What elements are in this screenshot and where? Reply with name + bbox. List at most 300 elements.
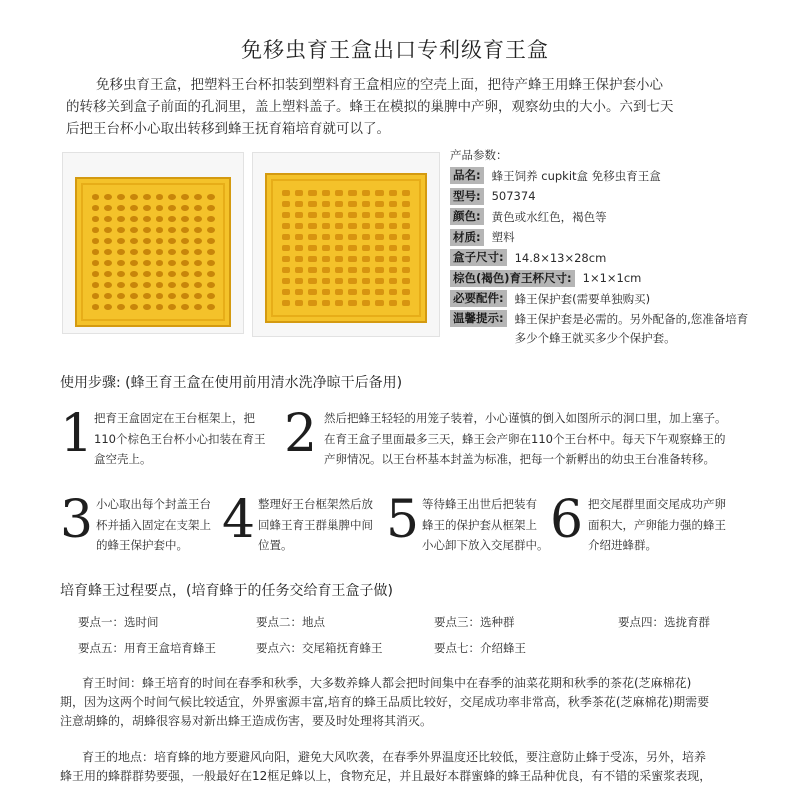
- queen-cup-cell: [168, 205, 176, 211]
- step-line: 把交尾群里面交尾成功产卵: [588, 497, 726, 511]
- queen-box-tray: [265, 173, 427, 323]
- queen-cup-cell: [348, 201, 356, 207]
- queen-cup-cell: [143, 227, 151, 233]
- queen-cup-cell: [168, 194, 176, 200]
- queen-cup-cell: [348, 256, 356, 262]
- queen-cup-cell: [335, 223, 343, 229]
- queen-cup-cell: [375, 223, 383, 229]
- step-line: 在育王盒子里面最多三天，蜂王会产卵在110个王台杯中。每天下午观察蜂王的: [324, 431, 726, 446]
- cell-grid: [89, 191, 217, 313]
- queen-cup-cell: [156, 271, 164, 277]
- queen-cup-cell: [322, 212, 330, 218]
- queen-cup-cell: [130, 227, 138, 233]
- queen-cup-cell: [104, 271, 112, 277]
- queen-cup-cell: [295, 234, 303, 240]
- queen-cup-cell: [143, 271, 151, 277]
- queen-cup-cell: [156, 205, 164, 211]
- step-line: 面积大，产卵能力强的蜂王: [588, 517, 726, 532]
- queen-cup-cell: [168, 304, 176, 310]
- queen-cup-cell: [362, 212, 370, 218]
- queen-cup-cell: [389, 256, 397, 262]
- queen-cup-cell: [117, 227, 125, 233]
- queen-cup-cell: [308, 300, 316, 306]
- queen-cup-cell: [92, 227, 100, 233]
- queen-cup-cell: [362, 300, 370, 306]
- queen-cup-cell: [348, 267, 356, 273]
- queen-cup-cell: [143, 260, 151, 266]
- queen-cup-cell: [207, 249, 215, 255]
- queen-cup-cell: [282, 201, 290, 207]
- queen-cup-cell: [402, 256, 410, 262]
- queen-cup-cell: [375, 256, 383, 262]
- queen-cup-cell: [295, 223, 303, 229]
- queen-cup-cell: [362, 278, 370, 284]
- queen-cup-cell: [168, 271, 176, 277]
- queen-cup-cell: [282, 256, 290, 262]
- queen-cup-cell: [207, 205, 215, 211]
- queen-cup-cell: [348, 223, 356, 229]
- step-line: 小心取出每个封盖王台: [96, 497, 211, 511]
- spec-row-box-size: [450, 248, 780, 267]
- queen-cup-cell: [168, 216, 176, 222]
- queen-cup-cell: [130, 271, 138, 277]
- queen-cup-cell: [130, 238, 138, 244]
- queen-cup-cell: [92, 216, 100, 222]
- step-text: [96, 494, 211, 556]
- queen-cup-cell: [335, 300, 343, 306]
- queen-cup-cell: [92, 293, 100, 299]
- queen-cup-cell: [181, 205, 189, 211]
- queen-cup-cell: [402, 289, 410, 295]
- queen-cup-cell: [194, 216, 202, 222]
- queen-cup-cell: [295, 201, 303, 207]
- queen-cup-cell: [168, 238, 176, 244]
- queen-cup-cell: [117, 205, 125, 211]
- queen-cup-cell: [389, 201, 397, 207]
- spec-row-material: [450, 228, 780, 247]
- queen-cup-cell: [375, 212, 383, 218]
- queen-cup-cell: [168, 227, 176, 233]
- queen-box-back-photo: [252, 152, 440, 337]
- step-line: 介绍进蜂群。: [588, 538, 657, 552]
- queen-cup-cell: [181, 293, 189, 299]
- queen-cup-cell: [130, 282, 138, 288]
- step-line: 蜂王的保护套从框架上: [422, 517, 537, 532]
- intro-line: 后把王台杯小心取出转移到蜂王抚育箱培育就可以了。: [66, 121, 390, 137]
- queen-cup-cell: [335, 212, 343, 218]
- queen-box-front-photo: [62, 152, 244, 334]
- step-line: 然后把蜂王轻轻的用笼子装着，小心谨慎的倒入如图所示的洞口里，加上塞子。: [324, 411, 727, 425]
- cell-grid: [279, 187, 413, 309]
- paragraph-line: 期，因为这两个时间气候比较适宜，外界蜜源丰富,培育的蜂王品质比较好，交尾成功率非常高，秋季茶花(芝麻棉花)期需要: [60, 695, 710, 709]
- queen-cup-cell: [362, 289, 370, 295]
- queen-cup-cell: [308, 256, 316, 262]
- queen-cup-cell: [117, 271, 125, 277]
- spec-value: 塑料: [491, 230, 515, 244]
- spec-row-cup-size: [450, 269, 780, 288]
- queen-cup-cell: [322, 256, 330, 262]
- intro-paragraph: [66, 74, 746, 140]
- product-specs: [450, 146, 780, 349]
- spec-label: 材质:: [450, 229, 484, 246]
- queen-cup-cell: [308, 212, 316, 218]
- key-point: 要点七：介绍蜂王: [434, 641, 526, 655]
- queen-cup-cell: [143, 282, 151, 288]
- key-point: 要点三：选种群: [434, 615, 515, 629]
- queen-cup-cell: [402, 201, 410, 207]
- queen-cup-cell: [335, 278, 343, 284]
- spec-value: 1×1×1cm: [582, 271, 642, 285]
- queen-cup-cell: [402, 278, 410, 284]
- queen-cup-cell: [130, 304, 138, 310]
- queen-box-tray: [75, 177, 231, 327]
- queen-cup-cell: [348, 190, 356, 196]
- queen-cup-cell: [308, 245, 316, 251]
- queen-cup-cell: [117, 304, 125, 310]
- queen-cup-cell: [335, 234, 343, 240]
- queen-cup-cell: [402, 223, 410, 229]
- queen-cup-cell: [168, 249, 176, 255]
- queen-cup-cell: [117, 194, 125, 200]
- queen-cup-cell: [207, 271, 215, 277]
- queen-cup-cell: [92, 304, 100, 310]
- queen-cup-cell: [130, 216, 138, 222]
- queen-cup-cell: [322, 289, 330, 295]
- spec-row-color: [450, 207, 780, 226]
- spec-value: 黄色或水红色，褐色等: [491, 209, 607, 224]
- queen-cup-cell: [322, 201, 330, 207]
- step-text: [324, 408, 727, 470]
- queen-cup-cell: [295, 278, 303, 284]
- spec-value: 14.8×13×28cm: [514, 250, 607, 265]
- queen-cup-cell: [104, 260, 112, 266]
- queen-cup-cell: [117, 260, 125, 266]
- queen-cup-cell: [282, 234, 290, 240]
- queen-cup-cell: [335, 245, 343, 251]
- queen-cup-cell: [104, 293, 112, 299]
- key-point: 要点四：选拢育群: [618, 615, 710, 629]
- paragraph-line: 注意胡蜂的，胡蜂很容易对新出蜂王造成伤害，要及时处理将其消灭。: [60, 714, 433, 728]
- spec-row-model: [450, 187, 780, 206]
- queen-cup-cell: [143, 238, 151, 244]
- queen-cup-cell: [335, 190, 343, 196]
- queen-cup-cell: [389, 234, 397, 240]
- queen-cup-cell: [92, 282, 100, 288]
- queen-cup-cell: [181, 216, 189, 222]
- queen-cup-cell: [308, 267, 316, 273]
- queen-cup-cell: [194, 205, 202, 211]
- queen-cup-cell: [181, 282, 189, 288]
- spec-row-tip: [450, 310, 780, 348]
- queen-cup-cell: [362, 256, 370, 262]
- queen-cup-cell: [117, 293, 125, 299]
- spec-label: 型号:: [450, 188, 484, 205]
- key-point: 要点二：地点: [256, 615, 325, 629]
- queen-cup-cell: [375, 289, 383, 295]
- key-point: 要点五：用育王盒培育蜂王: [78, 641, 216, 655]
- intro-line: 免移虫育王盒，把塑料王台杯扣装到塑料育王盒相应的空壳上面，把待产蜂王用蜂王保护套小心: [96, 77, 663, 93]
- queen-cup-cell: [194, 249, 202, 255]
- queen-cup-cell: [194, 293, 202, 299]
- queen-cup-cell: [130, 194, 138, 200]
- step-text: [588, 494, 726, 556]
- spec-label: 必要配件:: [450, 290, 507, 307]
- queen-cup-cell: [143, 249, 151, 255]
- queen-cup-cell: [322, 234, 330, 240]
- key-point: 要点一：选时间: [78, 615, 159, 629]
- queen-cup-cell: [194, 304, 202, 310]
- queen-cup-cell: [194, 271, 202, 277]
- queen-cup-cell: [156, 216, 164, 222]
- queen-cup-cell: [282, 300, 290, 306]
- queen-cup-cell: [92, 194, 100, 200]
- spec-row-accessory: [450, 289, 780, 308]
- step-number: 5: [386, 490, 420, 550]
- queen-cup-cell: [104, 304, 112, 310]
- queen-cup-cell: [181, 249, 189, 255]
- step-line: 杯并插入固定在支架上: [96, 517, 211, 532]
- queen-cup-cell: [335, 201, 343, 207]
- queen-cup-cell: [104, 227, 112, 233]
- step-line: 整理好王台框架然后放: [258, 497, 373, 511]
- step-line: 把育王盒固定在王台框架上，把: [94, 411, 255, 425]
- queen-cup-cell: [104, 238, 112, 244]
- queen-cup-cell: [375, 234, 383, 240]
- step-line: 产卵情况。以王台杯基本封盖为标准，把每一个新孵出的幼虫王台准备转移。: [324, 452, 715, 466]
- queen-cup-cell: [402, 300, 410, 306]
- step-text: [94, 408, 265, 470]
- queen-cup-cell: [207, 227, 215, 233]
- queen-cup-cell: [130, 293, 138, 299]
- step-line: 110个棕色王台杯小心扣装在育王: [94, 431, 266, 446]
- queen-cup-cell: [308, 190, 316, 196]
- queen-cup-cell: [402, 245, 410, 251]
- queen-cup-cell: [295, 300, 303, 306]
- queen-cup-cell: [282, 212, 290, 218]
- step-line: 回蜂王育王群巢脾中间: [258, 517, 373, 532]
- queen-cup-cell: [104, 282, 112, 288]
- step-line: 位置。: [258, 538, 293, 552]
- spec-label: 颜色:: [450, 208, 484, 225]
- queen-cup-cell: [308, 223, 316, 229]
- queen-cup-cell: [207, 194, 215, 200]
- queen-cup-cell: [156, 238, 164, 244]
- queen-cup-cell: [389, 245, 397, 251]
- queen-cup-cell: [117, 216, 125, 222]
- queen-cup-cell: [156, 249, 164, 255]
- queen-cup-cell: [130, 249, 138, 255]
- queen-cup-cell: [308, 289, 316, 295]
- queen-cup-cell: [402, 190, 410, 196]
- queen-cup-cell: [389, 289, 397, 295]
- queen-cup-cell: [282, 289, 290, 295]
- spec-value: 蜂王饲养 cupkit盒 免移虫育王盒: [491, 168, 661, 183]
- specs-heading: 产品参数：: [450, 148, 508, 162]
- queen-cup-cell: [104, 194, 112, 200]
- queen-cup-cell: [322, 278, 330, 284]
- queen-cup-cell: [402, 234, 410, 240]
- queen-cup-cell: [322, 267, 330, 273]
- queen-cup-cell: [335, 267, 343, 273]
- queen-cup-cell: [389, 300, 397, 306]
- queen-cup-cell: [143, 293, 151, 299]
- queen-cup-cell: [92, 260, 100, 266]
- queen-cup-cell: [362, 201, 370, 207]
- queen-cup-cell: [322, 223, 330, 229]
- step-line: 等待蜂王出世后把装有: [422, 497, 537, 511]
- queen-cup-cell: [194, 260, 202, 266]
- queen-cup-cell: [104, 249, 112, 255]
- queen-cup-cell: [282, 190, 290, 196]
- queen-cup-cell: [130, 260, 138, 266]
- queen-cup-cell: [194, 227, 202, 233]
- queen-cup-cell: [143, 216, 151, 222]
- queen-cup-cell: [104, 216, 112, 222]
- step-line: 小心卸下放入交尾群中。: [422, 538, 549, 552]
- step-number: 4: [222, 490, 256, 550]
- intro-line: 的转移关到盒子前面的孔洞里，盖上塑料盖子。蜂王在模拟的巢脾中产卵，观察幼虫的大小。六到七天: [66, 99, 674, 115]
- queen-cup-cell: [375, 278, 383, 284]
- queen-cup-cell: [308, 278, 316, 284]
- rearing-time-paragraph: [60, 674, 760, 731]
- queen-cup-cell: [181, 304, 189, 310]
- queen-cup-cell: [389, 223, 397, 229]
- paragraph-line: 育王的地点：培育蜂的地方要避风向阳，避免大风吹袭，在春季外界温度还比较低，要注意防止蜂于受冻，另外，培养: [82, 750, 707, 764]
- queen-cup-cell: [117, 282, 125, 288]
- queen-cup-cell: [181, 238, 189, 244]
- queen-cup-cell: [362, 234, 370, 240]
- queen-cup-cell: [389, 212, 397, 218]
- queen-cup-cell: [207, 282, 215, 288]
- spec-row-name: [450, 166, 780, 185]
- queen-cup-cell: [181, 260, 189, 266]
- queen-cup-cell: [322, 190, 330, 196]
- queen-cup-cell: [402, 212, 410, 218]
- queen-cup-cell: [402, 267, 410, 273]
- paragraph-line: 育王时间：蜂王培育的时间在春季和秋季，大多数养蜂人都会把时间集中在春季的油菜花期和秋季的茶花(芝麻棉花): [82, 676, 692, 690]
- queen-cup-cell: [348, 278, 356, 284]
- queen-cup-cell: [194, 238, 202, 244]
- step-line: 的蜂王保护套中。: [96, 538, 188, 552]
- queen-cup-cell: [322, 300, 330, 306]
- spec-label: 品名:: [450, 167, 484, 184]
- queen-cup-cell: [375, 267, 383, 273]
- queen-cup-cell: [335, 256, 343, 262]
- queen-cup-cell: [156, 227, 164, 233]
- queen-cup-cell: [207, 216, 215, 222]
- queen-cup-cell: [375, 190, 383, 196]
- queen-cup-cell: [282, 267, 290, 273]
- spec-value: 蜂王保护套(需要单独购买): [514, 291, 651, 306]
- queen-cup-cell: [92, 205, 100, 211]
- queen-cup-cell: [295, 212, 303, 218]
- queen-cup-cell: [168, 282, 176, 288]
- step-number: 3: [60, 490, 94, 550]
- queen-cup-cell: [375, 245, 383, 251]
- queen-cup-cell: [362, 190, 370, 196]
- queen-cup-cell: [92, 238, 100, 244]
- cultivation-heading: 培育蜂王过程要点，(培育蜂于的任务交给育王盒子做): [60, 583, 393, 599]
- queen-cup-cell: [156, 194, 164, 200]
- queen-cup-cell: [375, 201, 383, 207]
- queen-cup-cell: [117, 249, 125, 255]
- queen-cup-cell: [207, 238, 215, 244]
- queen-cup-cell: [295, 190, 303, 196]
- queen-cup-cell: [156, 260, 164, 266]
- queen-cup-cell: [308, 201, 316, 207]
- page-title: 免移虫育王盒出口专利级育王盒: [241, 38, 549, 62]
- queen-cup-cell: [194, 282, 202, 288]
- queen-cup-cell: [156, 293, 164, 299]
- queen-cup-cell: [335, 289, 343, 295]
- queen-cup-cell: [156, 304, 164, 310]
- queen-cup-cell: [168, 293, 176, 299]
- queen-cup-cell: [295, 267, 303, 273]
- queen-cup-cell: [181, 227, 189, 233]
- spec-label: 温馨提示:: [450, 310, 507, 327]
- spec-label: 棕色(褐色)育王杯尺寸:: [450, 270, 575, 287]
- spec-label: 盒子尺寸:: [450, 249, 507, 266]
- queen-cup-cell: [156, 282, 164, 288]
- queen-cup-cell: [362, 245, 370, 251]
- queen-cup-cell: [282, 245, 290, 251]
- rearing-location-paragraph: [60, 748, 760, 786]
- queen-cup-cell: [295, 245, 303, 251]
- queen-cup-cell: [181, 271, 189, 277]
- queen-cup-cell: [168, 260, 176, 266]
- queen-cup-cell: [308, 234, 316, 240]
- queen-cup-cell: [143, 205, 151, 211]
- step-number: 2: [284, 404, 318, 464]
- queen-cup-cell: [194, 194, 202, 200]
- queen-cup-cell: [207, 293, 215, 299]
- step-line: 盒空壳上。: [94, 452, 152, 466]
- queen-cup-cell: [143, 304, 151, 310]
- queen-cup-cell: [117, 238, 125, 244]
- queen-cup-cell: [322, 245, 330, 251]
- queen-cup-cell: [181, 194, 189, 200]
- queen-cup-cell: [104, 205, 112, 211]
- queen-cup-cell: [375, 300, 383, 306]
- key-point: 要点六：交尾箱抚育蜂王: [256, 641, 383, 655]
- step-number: 1: [60, 404, 94, 464]
- paragraph-line: 蜂王用的蜂群群势要强，一般最好在12框足蜂以上，食物充足，并且最好本群蜜蜂的蜂王品种优良，有不错的采蜜浆表现，: [60, 769, 712, 783]
- queen-cup-cell: [92, 249, 100, 255]
- queen-cup-cell: [295, 256, 303, 262]
- step-text: [258, 494, 373, 556]
- queen-cup-cell: [389, 278, 397, 284]
- queen-cup-cell: [207, 260, 215, 266]
- queen-cup-cell: [348, 212, 356, 218]
- queen-cup-cell: [207, 304, 215, 310]
- queen-cup-cell: [389, 190, 397, 196]
- queen-cup-cell: [362, 267, 370, 273]
- spec-value: 507374: [491, 189, 536, 203]
- queen-cup-cell: [348, 289, 356, 295]
- queen-cup-cell: [389, 267, 397, 273]
- queen-cup-cell: [282, 278, 290, 284]
- queen-cup-cell: [348, 245, 356, 251]
- queen-cup-cell: [143, 194, 151, 200]
- usage-heading: 使用步骤: (蜂王育王盒在使用前用清水洗净晾干后备用): [60, 375, 403, 391]
- step-text: [422, 494, 549, 556]
- queen-cup-cell: [348, 300, 356, 306]
- queen-cup-cell: [92, 271, 100, 277]
- queen-cup-cell: [282, 223, 290, 229]
- queen-cup-cell: [295, 289, 303, 295]
- queen-cup-cell: [362, 223, 370, 229]
- step-number: 6: [550, 490, 584, 550]
